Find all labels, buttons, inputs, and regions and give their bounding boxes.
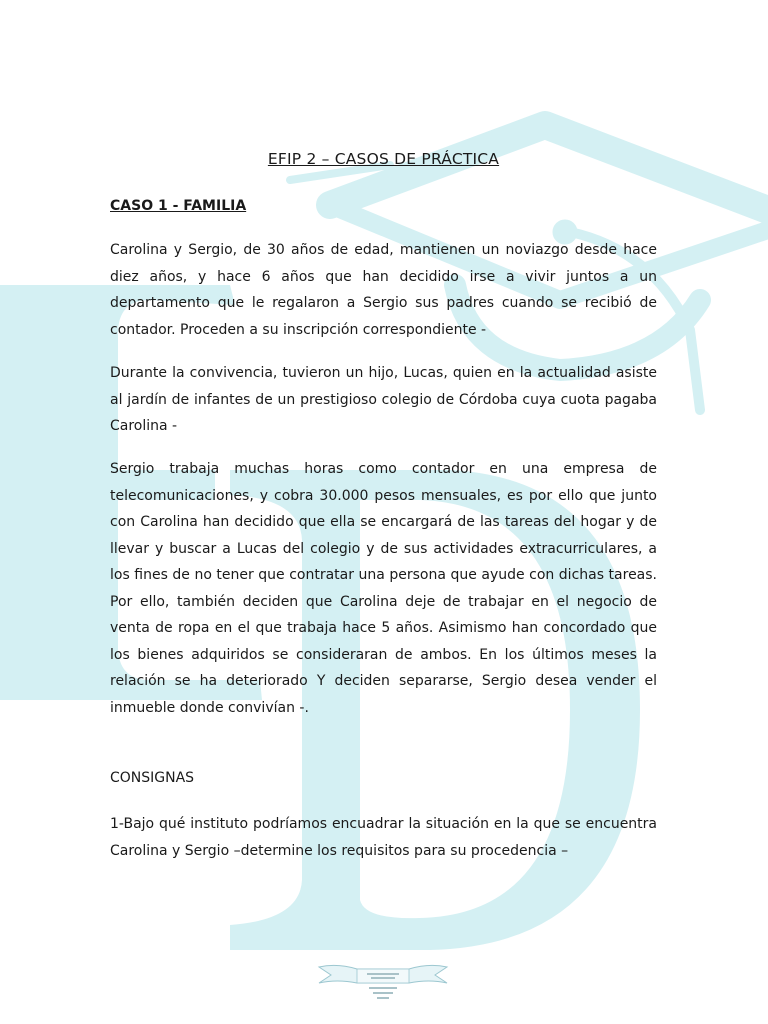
paragraph-3: Sergio trabaja muchas horas como contador en una empresa de telecomunicaciones, y cobra 30.000 pesos mensuales, es por ello que junto con Carolina han decidido que ella se encargará de las tareas del hogar y de llevar y buscar a Lucas del colegio y de sus actividades extracurriculares, a los fines de no tener que contratar una persona que ayude con dichas tareas. Por ello, también deciden que Carolina deje de trabajar en el negocio de venta de ropa en el que trabaja hace 5 años. Asimismo han concordado que los bienes adquiridos se consideraran de ambos. En los últimos meses la relación se ha deteriorado Y deciden separarse, Sergio desea vender el inmueble donde convivían -. xyxy=(110,461,657,716)
case-heading: CASO 1 - FAMILIA xyxy=(110,198,247,214)
paragraph-1: Carolina y Sergio, de 30 años de edad, mantienen un noviazgo desde hace diez años, y hace 6 años que han decidido irse a vivir juntos a un departamento que le regalaron a Sergio sus padres cuando se recibió de contador. Proceden a su inscripción correspondiente - xyxy=(110,242,657,338)
footer-banner-logo-icon xyxy=(317,963,449,1003)
document-title: EFIP 2 – CASOS DE PRÁCTICA xyxy=(267,150,500,168)
consignas-heading: CONSIGNAS xyxy=(110,770,195,786)
question-1: 1-Bajo qué instituto podríamos encuadrar la situación en la que se encuentra Carolina y Sergio –determine los requisitos para su procedencia – xyxy=(110,816,657,859)
paragraph-2: Durante la convivencia, tuvieron un hijo, Lucas, quien en la actualidad asiste al jardín de infantes de un prestigioso colegio de Córdoba cuya cuota pagaba Carolina - xyxy=(110,365,657,434)
